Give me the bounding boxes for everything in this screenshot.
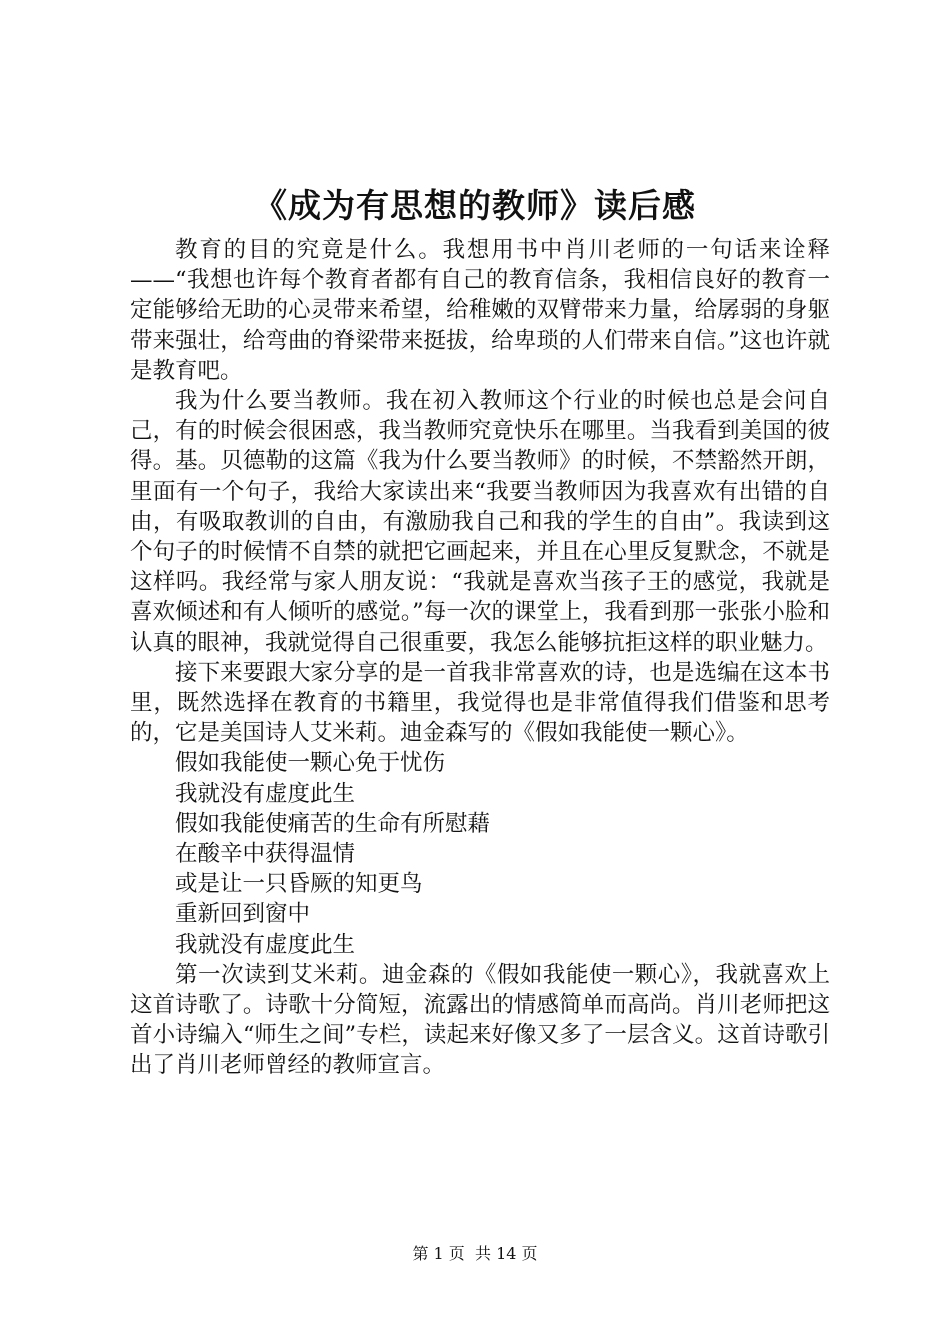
poem [130,748,830,959]
poem-line: 假如我能使痛苦的生命有所慰藉 [175,810,491,837]
page-number: 第 1 页 [412,1244,465,1263]
poem-line: 我就没有虚度此生 [175,780,356,807]
poem-line: 假如我能使一颗心免于忧伤 [175,750,446,777]
paragraph: 教育的目的究竟是什么。我想用书中肖川老师的一句话来诠释——“我想也许每个教育者都有自己的教育信条，我相信良好的教育一定能够给无助的心灵带来希望，给稚嫩的双臂带来力量，给孱弱的身躯带来强壮，给弯曲的脊梁带来挺拔，给卑琐的人们带来自信。”这也许就是教育吧。 [130,237,830,384]
paragraph: 第一次读到艾米莉。迪金森的《假如我能使一颗心》，我就喜欢上这首诗歌了。诗歌十分简短，流露出的情感简单而高尚。肖川老师把这首小诗编入“师生之间”专栏，读起来好像又多了一层含义。这首诗歌引出了肖川老师曾经的教师宣言。 [130,961,830,1079]
paragraph: 接下来要跟大家分享的是一首我非常喜欢的诗，也是选编在这本书里，既然选择在教育的书籍里，我觉得也是非常值得我们借鉴和思考的，它是美国诗人艾米莉。迪金森写的《假如我能使一颗心》。 [130,659,830,747]
poem-line: 重新回到窗中 [175,901,311,928]
document-title: 《成为有思想的教师》读后感 [254,186,696,225]
poem-line: 或是让一只昏厥的知更鸟 [175,871,423,898]
page-total: 共 14 页 [474,1244,538,1263]
poem-line: 我就没有虚度此生 [175,931,356,958]
document-body [130,235,830,1081]
page-footer [0,1243,950,1265]
poem-line: 在酸辛中获得温情 [175,841,356,868]
paragraph: 我为什么要当教师。我在初入教师这个行业的时候也总是会问自己，有的时候会很困惑，我当教师究竟快乐在哪里。当我看到美国的彼得。基。贝德勒的这篇《我为什么要当教师》的时候，不禁豁然开朗，里面有一个句子，我给大家读出来“我要当教师因为我喜欢有出错的自由，有吸取教训的自由，有激励我自己和我的学生的自由”。我读到这个句子的时候情不自禁的就把它画起来，并且在心里反复默念，不就是这样吗。我经常与家人朋友说：“我就是喜欢当孩子王的感觉，我就是喜欢倾述和有人倾听的感觉。”每一次的课堂上，我看到那一张张小脸和认真的眼神，我就觉得自己很重要，我怎么能够抗拒这样的职业魅力。 [130,388,830,656]
